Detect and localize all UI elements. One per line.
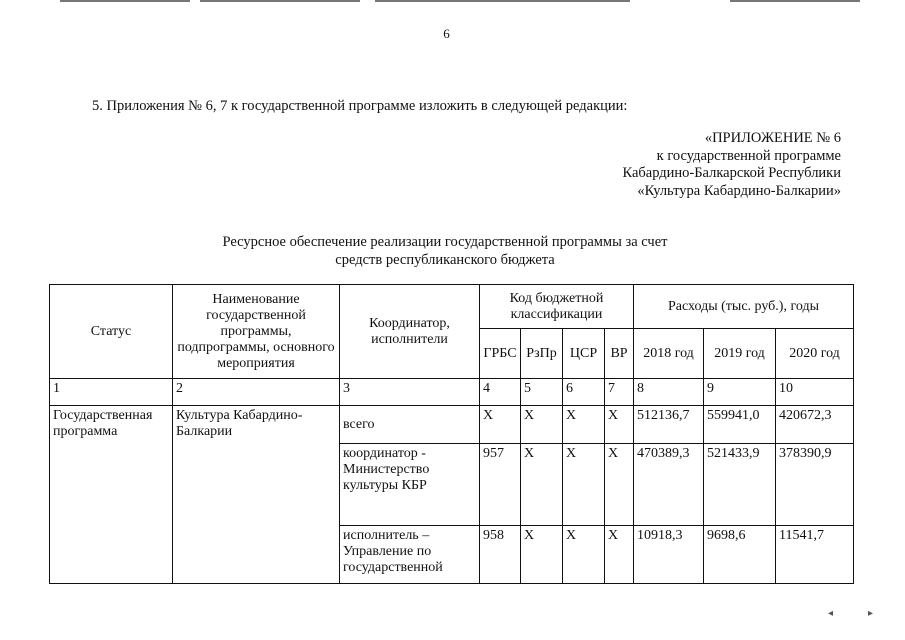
column-number: 10 bbox=[776, 379, 854, 406]
scan-artifact-mark: ◂ bbox=[828, 608, 834, 619]
column-number: 8 bbox=[634, 379, 704, 406]
expense-2018-cell: 10918,3 bbox=[634, 526, 704, 584]
column-number: 9 bbox=[704, 379, 776, 406]
header-2020: 2020 год bbox=[776, 329, 854, 379]
rzpr-cell: Х bbox=[521, 444, 563, 526]
scan-artifact-line bbox=[375, 0, 630, 2]
budget-table bbox=[49, 284, 854, 584]
column-number: 3 bbox=[340, 379, 480, 406]
expense-2020-cell: 420672,3 bbox=[776, 406, 854, 444]
header-name: Наименование государственной программы, подпрограммы, основного мероприятия bbox=[173, 285, 340, 379]
document-title bbox=[150, 234, 740, 269]
header-budget-code: Код бюджетной классификации bbox=[480, 285, 634, 329]
grbs-cell: Х bbox=[480, 406, 521, 444]
title-line: средств республиканского бюджета bbox=[335, 251, 555, 268]
header-2019: 2019 год bbox=[704, 329, 776, 379]
appendix-line: к государственной программе bbox=[656, 147, 841, 164]
header-expenses: Расходы (тыс. руб.), годы bbox=[634, 285, 854, 329]
expense-2020-cell: 11541,7 bbox=[776, 526, 854, 584]
vr-cell: Х bbox=[605, 444, 634, 526]
rzpr-cell: Х bbox=[521, 406, 563, 444]
instruction-text: 5. Приложения № 6, 7 к государственной программе изложить в следующей редакции: bbox=[92, 98, 628, 114]
header-rzpr: РзПр bbox=[521, 329, 563, 379]
coordinator-cell: исполнитель – Управление по государственной bbox=[340, 526, 480, 584]
csr-cell: Х bbox=[563, 406, 605, 444]
column-number: 4 bbox=[480, 379, 521, 406]
vr-cell: Х bbox=[605, 406, 634, 444]
appendix-line: Кабардино-Балкарской Республики bbox=[622, 165, 841, 181]
column-number: 6 bbox=[563, 379, 605, 406]
column-numbers-row bbox=[50, 379, 854, 406]
vr-cell: Х bbox=[605, 526, 634, 584]
title-line: Ресурсное обеспечение реализации государственной программы за счет bbox=[222, 234, 668, 250]
status-cell: Государственная программа bbox=[50, 406, 173, 584]
header-csr: ЦСР bbox=[563, 329, 605, 379]
expense-2018-cell: 512136,7 bbox=[634, 406, 704, 444]
header-status: Статус bbox=[50, 285, 173, 379]
page-number: 6 bbox=[443, 26, 450, 41]
header-vr: ВР bbox=[605, 329, 634, 379]
grbs-cell: 957 bbox=[480, 444, 521, 526]
column-number: 1 bbox=[50, 379, 173, 406]
expense-2019-cell: 559941,0 bbox=[704, 406, 776, 444]
coordinator-cell: координатор - Министерство культуры КБР bbox=[340, 444, 480, 526]
scan-artifact-line bbox=[200, 0, 360, 2]
column-number: 5 bbox=[521, 379, 563, 406]
grbs-cell: 958 bbox=[480, 526, 521, 584]
appendix-line: «Культура Кабардино-Балкарии» bbox=[637, 182, 841, 199]
rzpr-cell: Х bbox=[521, 526, 563, 584]
column-number: 2 bbox=[173, 379, 340, 406]
appendix-line: «ПРИЛОЖЕНИЕ № 6 bbox=[704, 130, 841, 146]
scan-artifact-mark: ▸ bbox=[868, 608, 874, 619]
header-coordinator: Координатор, исполнители bbox=[340, 285, 480, 379]
scan-artifact-line bbox=[60, 0, 190, 2]
expense-2019-cell: 521433,9 bbox=[704, 444, 776, 526]
csr-cell: Х bbox=[563, 444, 605, 526]
header-2018: 2018 год bbox=[634, 329, 704, 379]
expense-2018-cell: 470389,3 bbox=[634, 444, 704, 526]
expense-2020-cell: 378390,9 bbox=[776, 444, 854, 526]
scan-artifact-line bbox=[730, 0, 860, 2]
column-number: 7 bbox=[605, 379, 634, 406]
expense-2019-cell: 9698,6 bbox=[704, 526, 776, 584]
coordinator-cell: всего bbox=[340, 406, 480, 444]
appendix-block bbox=[622, 130, 841, 200]
program-name-cell: Культура Кабардино-Балкарии bbox=[173, 406, 340, 584]
table-row bbox=[50, 406, 854, 444]
csr-cell: Х bbox=[563, 526, 605, 584]
header-grbs: ГРБС bbox=[480, 329, 521, 379]
